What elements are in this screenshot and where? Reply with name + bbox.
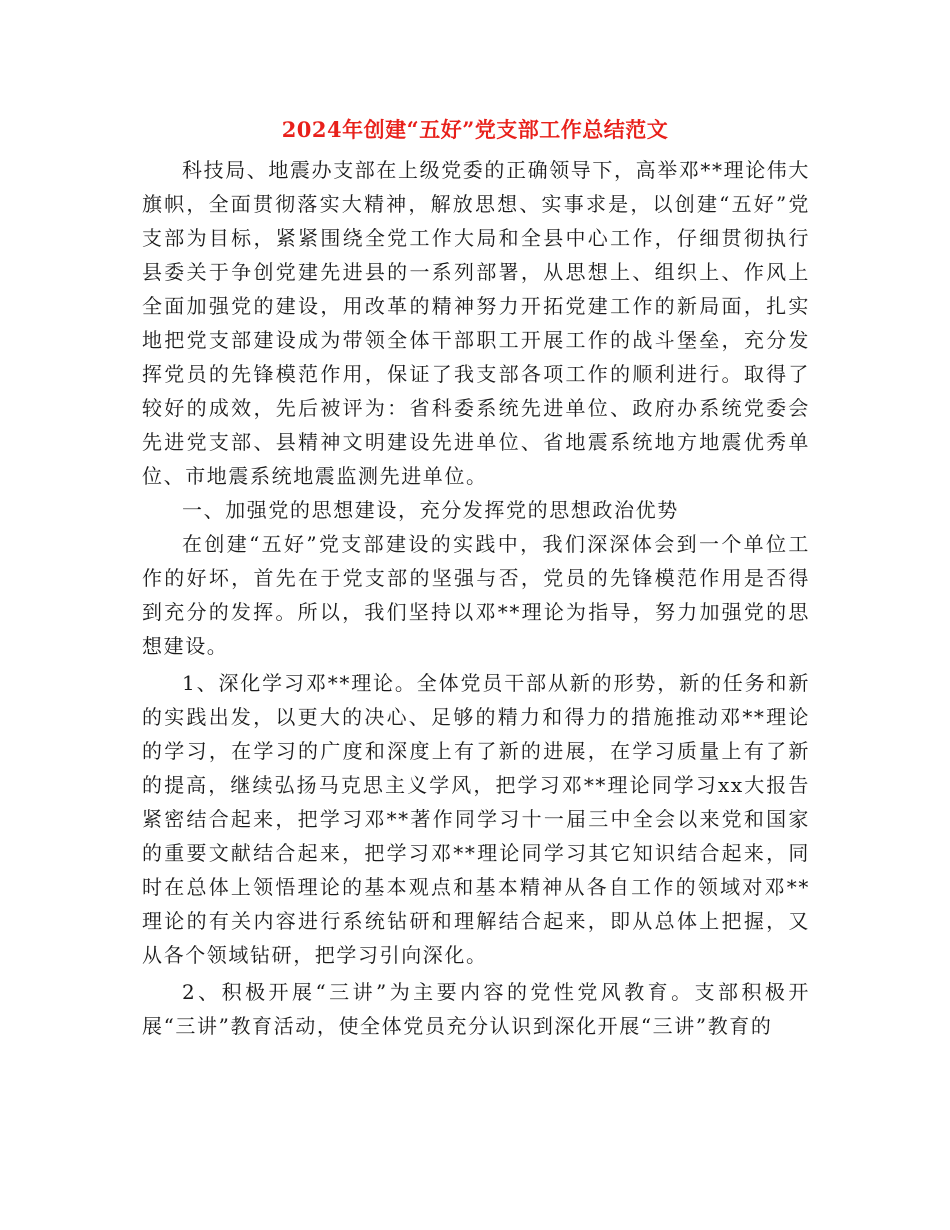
document-body (142, 153, 810, 1043)
section-heading-1: 一、加强党的思想建设，充分发挥党的思想政治优势 (182, 498, 679, 522)
paragraph-item-1: 1、深化学习邓**理论。全体党员干部从新的形势，新的任务和新的实践出发，以更大的决心、足够的精力和得力的措施推动邓**理论的学习，在学习的广度和深度上有了新的进展，在学习质量上有了新的提高，继续弘扬马克思主义学风，把学习邓**理论同学习xx大报告紧密结合起来，把学习邓**著作同学习十一届三中全会以来党和国家的重要文献结合起来，把学习邓**理论同学习其它知识结合起来，同时在总体上领悟理论的基本观点和基本精神从各自工作的领域对邓**理论的有关内容进行系统钻研和理解结合起来，即从总体上把握，又从各个领域钻研，把学习引向深化。 (142, 671, 810, 967)
paragraph-item-2: 2、积极开展“三讲”为主要内容的党性党风教育。支部积极开展“三讲”教育活动，使全体党员充分认识到深化开展“三讲”教育的 (142, 980, 810, 1038)
document-title: 2024年创建“五好”党支部工作总结范文 (281, 117, 669, 142)
paragraph-section-1: 在创建“五好”党支部建设的实践中，我们深深体会到一个单位工作的好坏，首先在于党支部的坚强与否，党员的先锋模范作用是否得到充分的发挥。所以，我们坚持以邓**理论为指导，努力加强党的思想建设。 (142, 532, 810, 658)
paragraph-intro: 科技局、地震办支部在上级党委的正确领导下，高举邓**理论伟大旗帜，全面贯彻落实大精神，解放思想、实事求是，以创建“五好”党支部为目标，紧紧围绕全党工作大局和全县中心工作，仔细贯彻执行县委关于争创党建先进县的一系列部署，从思想上、组织上、作风上全面加强党的建设，用改革的精神努力开拓党建工作的新局面，扎实地把党支部建设成为带领全体干部职工开展工作的战斗堡垒，充分发挥党员的先锋模范作用，保证了我支部各项工作的顺利进行。取得了较好的成效，先后被评为：省科委系统先进单位、政府办系统党委会先进党支部、县精神文明建设先进单位、省地震系统地方地震优秀单位、市地震系统地震监测先进单位。 (142, 158, 810, 488)
